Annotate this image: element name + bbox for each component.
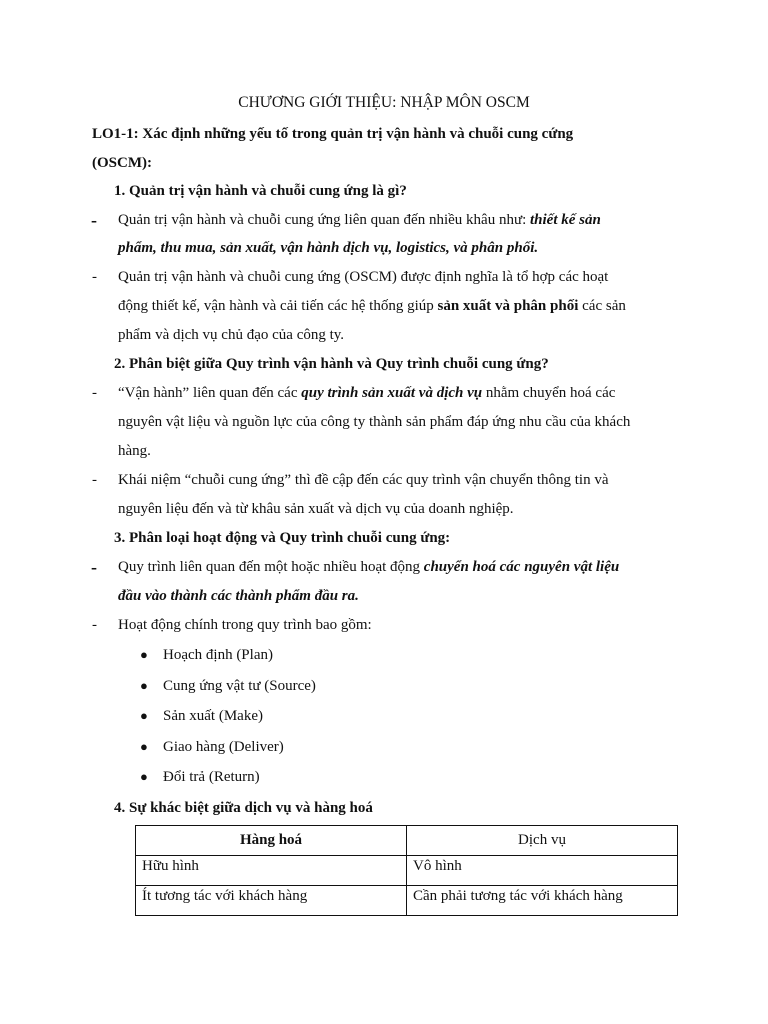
item-text: Quy trình liên quan đến một hoặc nhiều hoạt động	[118, 559, 424, 575]
comparison-table	[135, 825, 678, 916]
lo-label: LO1-1:	[92, 126, 139, 142]
lo-text-2: (OSCM):	[92, 155, 152, 171]
item-text: động thiết kế, vận hành và cải tiến các hệ thống giúp	[118, 298, 438, 314]
section2-item1-line1	[118, 383, 615, 403]
section3-item1-line1	[118, 557, 619, 577]
bullet-icon: ●	[140, 708, 148, 723]
dash-marker: -	[91, 210, 97, 230]
section3-item2-line1: Hoạt động chính trong quy trình bao gồm:	[118, 617, 372, 633]
lo-text-1: Xác định những yếu tố trong quản trị vận hành và chuỗi cung cứng	[138, 126, 574, 142]
table-header-row	[136, 826, 678, 856]
section4-heading: 4. Sự khác biệt giữa dịch vụ và hàng hoá	[114, 800, 373, 816]
table-header-cell: Dịch vụ	[407, 826, 678, 856]
dash-marker: -	[92, 269, 97, 285]
bullet-icon: ●	[140, 678, 148, 693]
table-header-cell: Hàng hoá	[136, 826, 407, 856]
bullet-icon: ●	[140, 739, 148, 754]
table-cell: Vô hình	[407, 856, 678, 886]
item-emphasis: thiết kế sản	[530, 212, 601, 228]
section2-heading: 2. Phân biệt giữa Quy trình vận hành và Quy trình chuỗi cung ứng?	[114, 356, 549, 372]
section1-item2-line1: Quản trị vận hành và chuỗi cung ứng (OSCM) được định nghĩa là tổ hợp các hoạt	[118, 269, 609, 285]
section1-item1-line2: phẩm, thu mua, sản xuất, vận hành dịch vụ, logistics, và phân phối.	[118, 240, 539, 256]
dash-marker: -	[92, 617, 97, 633]
item-text: các sản	[578, 298, 626, 314]
section2-item1-line2: nguyên vật liệu và nguồn lực của công ty thành sản phẩm đáp ứng nhu cầu của khách	[118, 414, 631, 430]
item-emphasis: chuyển hoá các nguyên vật liệu	[423, 559, 620, 575]
item-text: nhằm chuyển hoá các	[482, 385, 616, 401]
item-text: Quản trị vận hành và chuỗi cung ứng liên quan đến nhiều khâu như:	[118, 212, 530, 228]
section2-item2-line2: nguyên liệu đến và từ khâu sản xuất và dịch vụ của doanh nghiệp.	[118, 501, 514, 517]
table-row	[136, 856, 678, 886]
table-cell: Ít tương tác với khách hàng	[136, 886, 407, 916]
table-cell: Cần phải tương tác với khách hàng	[407, 886, 678, 916]
list-item: Đổi trả (Return)	[163, 769, 260, 785]
item-emphasis: quy trình sản xuất và dịch vụ	[301, 385, 483, 401]
section3-item1-line2: đầu vào thành các thành phẩm đầu ra.	[118, 588, 359, 604]
section3-heading: 3. Phân loại hoạt động và Quy trình chuỗi cung ứng:	[114, 530, 451, 546]
bullet-icon: ●	[140, 769, 148, 784]
dash-marker: -	[91, 557, 97, 577]
section2-item2-line1: Khái niệm “chuỗi cung ứng” thì đề cập đến các quy trình vận chuyển thông tin và	[118, 472, 609, 488]
section1-item1-line1	[118, 210, 601, 230]
list-item: Cung ứng vật tư (Source)	[163, 678, 316, 694]
page-title: CHƯƠNG GIỚI THIỆU: NHẬP MÔN OSCM	[238, 94, 530, 111]
section2-item1-line3: hàng.	[118, 443, 151, 459]
learning-objective-line1	[92, 124, 573, 144]
list-item: Giao hàng (Deliver)	[163, 739, 284, 755]
table-cell: Hữu hình	[136, 856, 407, 886]
list-item: Sản xuất (Make)	[163, 708, 263, 724]
section1-heading: 1. Quản trị vận hành và chuỗi cung ứng là gì?	[114, 183, 407, 199]
section1-item2-line3: phẩm và dịch vụ chủ đạo của công ty.	[118, 327, 345, 343]
bullet-icon: ●	[140, 647, 148, 662]
table-row	[136, 886, 678, 916]
dash-marker: -	[92, 385, 97, 401]
dash-marker: -	[92, 472, 97, 488]
item-text: “Vận hành” liên quan đến các	[118, 385, 302, 401]
list-item: Hoạch định (Plan)	[163, 647, 273, 663]
section1-item2-line2	[118, 296, 626, 316]
item-bold: sản xuất và phân phối	[437, 298, 579, 314]
